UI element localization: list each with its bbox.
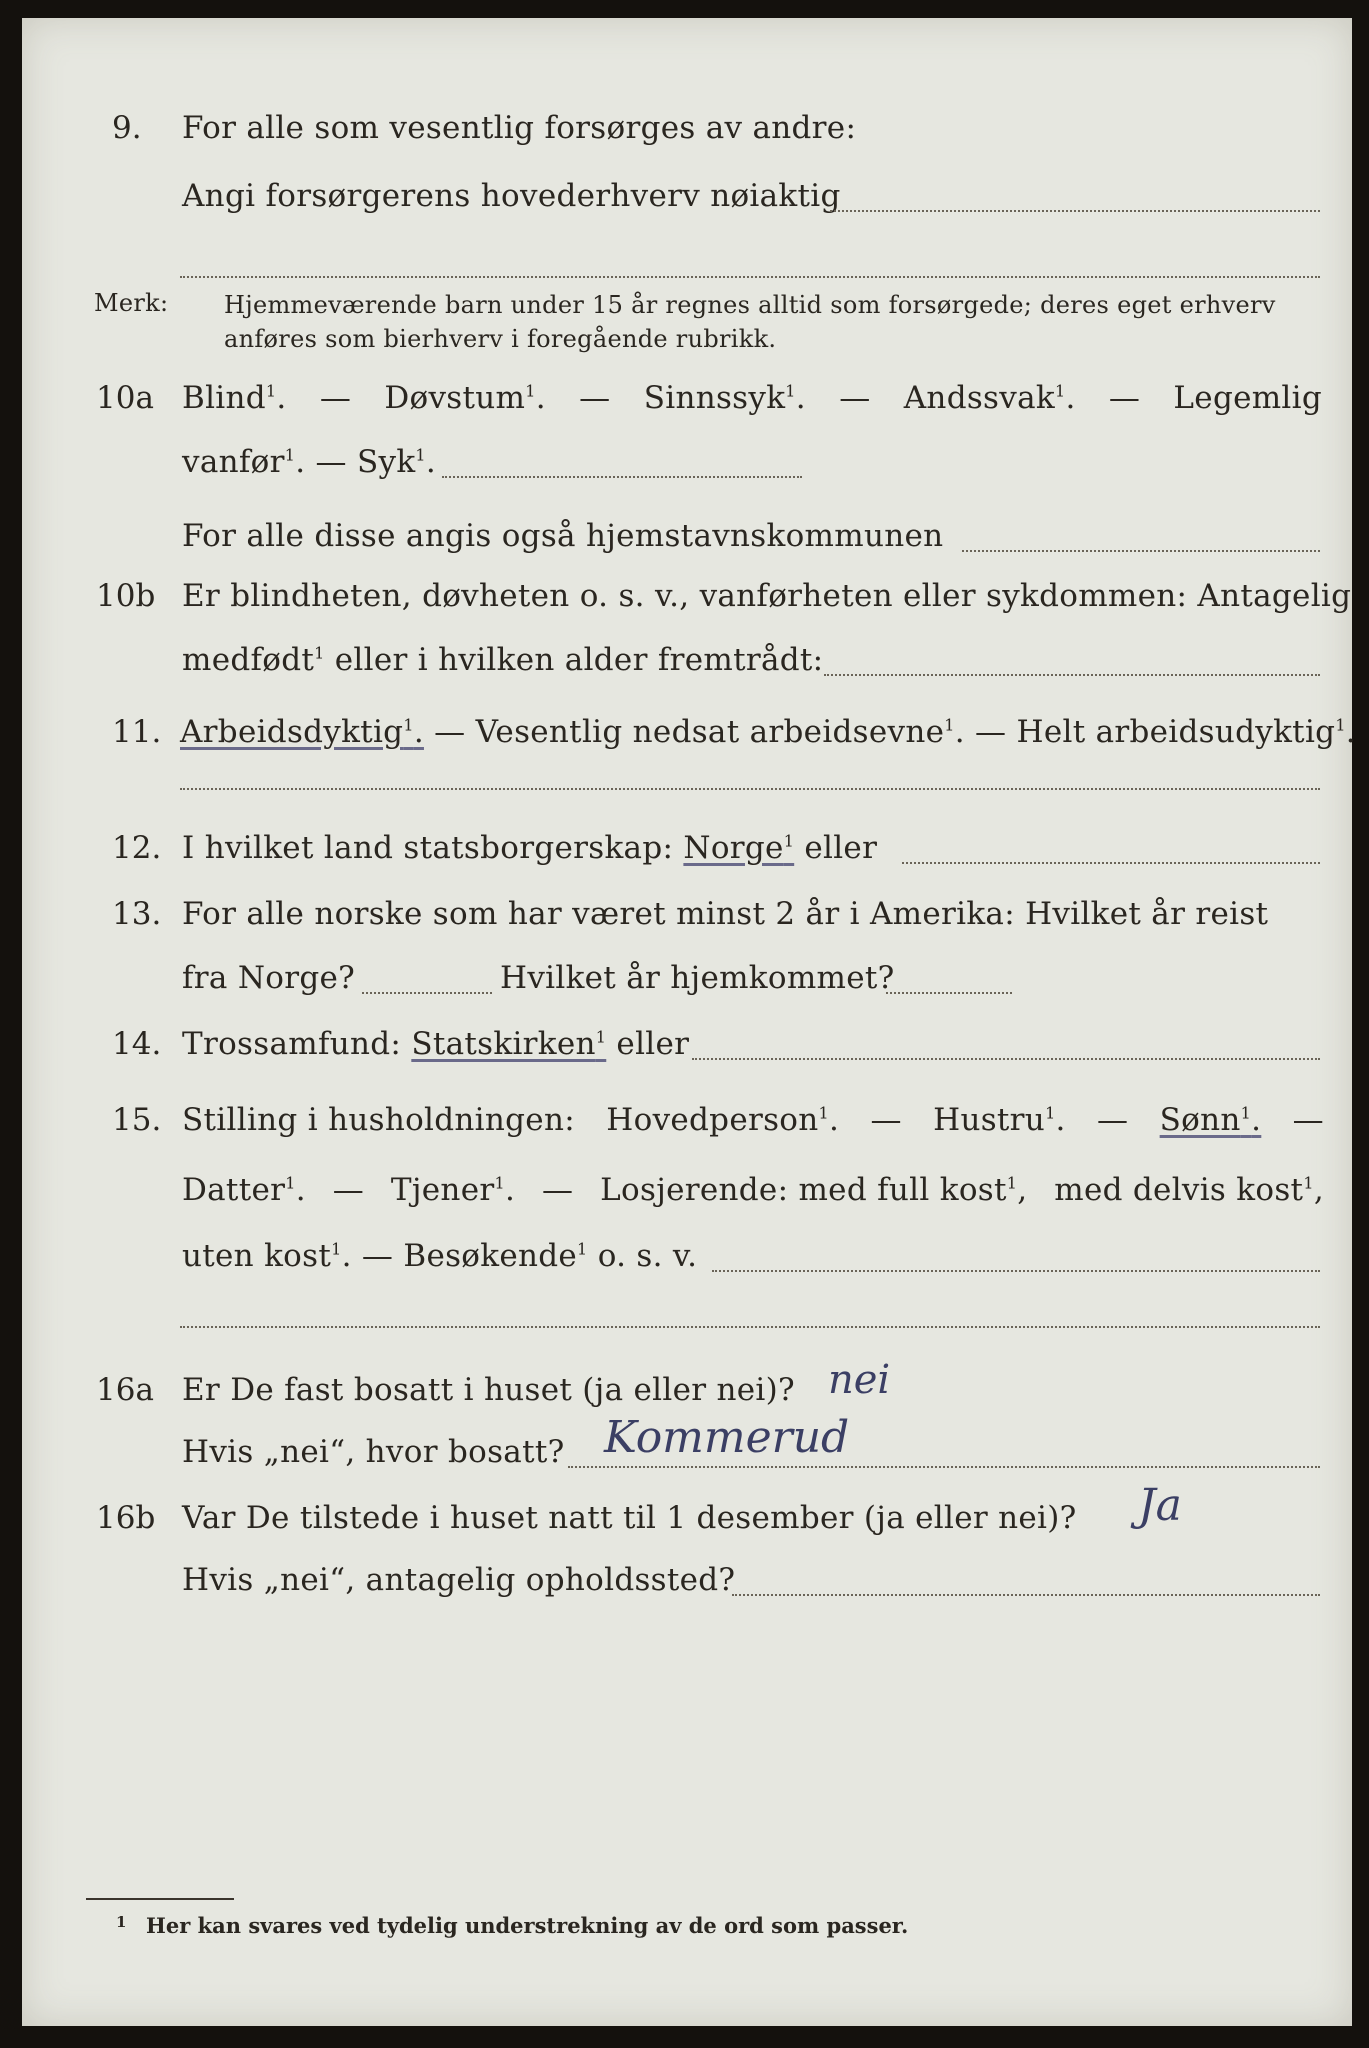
q9-answer-line [830,210,1320,212]
option-syk[interactable]: Syk$^1$. [356,444,437,480]
q9-answer-line-2 [180,276,1320,278]
merk-label: Merk: [94,289,169,317]
q11-answer-line [180,788,1320,790]
q16a-line1: Er De fast bosatt i huset (ja eller nei)? [182,1372,795,1408]
option-arbeidsudyktig[interactable]: Helt arbeidsudyktig$^1$. [1016,714,1356,750]
option-dovstum[interactable]: Døvstum$^1$. [384,380,546,416]
option-uten-kost[interactable]: uten kost$^1$. [182,1238,352,1274]
q15-answer-line-2 [180,1326,1320,1328]
q16a-number: 16a [96,1372,154,1408]
merk-line2: anføres som bierhverv i foregående rubrikk. [224,325,777,353]
option-besokende[interactable]: Besøkende$^1$ [403,1238,588,1274]
footnote-rule [86,1898,234,1900]
option-nedsat-arbeidsevne[interactable]: Vesentlig nedsat arbeidsevne$^1$. [475,714,965,750]
option-legemlig[interactable]: Legemlig [1173,380,1322,416]
q10b-number: 10b [96,578,156,614]
option-arbeidsdyktig[interactable]: Arbeidsdyktig$^1$. [180,714,424,750]
option-datter[interactable]: Datter$^1$. [182,1172,306,1208]
option-tjener[interactable]: Tjener$^1$. [390,1172,516,1208]
q14-line1: Trossamfund: Statskirken$^1$ eller [182,1026,690,1062]
q10b-answer-line [824,674,1320,676]
q16b-line2: Hvis „nei“, antagelig opholdssted? [182,1562,736,1598]
q10a-line1 [182,378,1322,418]
q9-number: 9. [112,110,142,146]
option-vanfor[interactable]: vanfør$^1$. [182,444,306,480]
q16a-answer-line [568,1466,1320,1468]
q15-line1: Stilling i husholdningen: Hovedperson$^1$. — Hustru$^1$. — Sønn$^1$. — [182,1102,1324,1138]
q12-number: 12. [112,830,162,866]
q13-line2b: Hvilket år hjemkommet? [500,960,895,996]
q9-line1: For alle som vesentlig forsørges av andre: [182,110,857,146]
option-andssvak[interactable]: Andssvak$^1$. [903,380,1076,416]
q10a-line2 [182,442,436,482]
q16b-answer-line [732,1594,1320,1596]
option-norge[interactable]: Norge$^1$ [683,830,795,866]
q13-hjemkommet-line [886,992,1012,994]
q14-number: 14. [112,1026,162,1062]
merk-line1: Hjemmeværende barn under 15 år regnes alltid som forsørgede; deres eget erhverv [224,291,1276,319]
dash: — [579,380,611,416]
dash: — [319,380,352,416]
option-hovedperson[interactable]: Hovedperson$^1$. [606,1102,840,1138]
q16b-line1: Var De tilstede i huset natt til 1 desember (ja eller nei)? [182,1500,1077,1536]
q16b-number: 16b [96,1500,156,1536]
q10a-line3: For alle disse angis også hjemstavnskommunen [182,518,944,554]
q10b-line2: medfødt$^1$ eller i hvilken alder fremtrådt: [182,642,824,678]
q10b-line1: Er blindheten, døvheten o. s. v., vanførheten eller sykdommen: Antagelig [182,578,1352,614]
option-sinnssyk[interactable]: Sinnssyk$^1$. [643,380,806,416]
q11-line1: Arbeidsdyktig$^1$. — Vesentlig nedsat arbeidsevne$^1$. — Helt arbeidsudyktig$^1$. [180,714,1356,750]
q11-number: 11. [112,714,162,750]
q12-answer-line [902,862,1320,864]
footnote-mark: 1 [116,1913,127,1931]
option-delvis-kost[interactable]: med delvis kost$^1$, [1054,1172,1324,1208]
dash: — [1108,380,1141,416]
option-sonn[interactable]: Sønn$^1$. [1159,1102,1262,1138]
option-blind[interactable]: Blind$^1$. [182,380,287,416]
q13-line1: For alle norske som har været minst 2 år i Amerika: Hvilket år reist [182,896,1269,932]
handwritten-answer-16b: Ja [1138,1480,1182,1531]
q14-answer-line [692,1058,1320,1060]
dash: — [839,380,871,416]
footnote-text: Her kan svares ved tydelig understrekning av de ord som passer. [146,1913,909,1938]
q13-line2a: fra Norge? [182,960,356,996]
q15-number: 15. [112,1102,162,1138]
handwritten-answer-16a: nei [828,1357,891,1403]
handwritten-bosatt: Kommerud [604,1412,850,1463]
q16a-line2: Hvis „nei“, hvor bosatt? [182,1434,565,1470]
option-losjerende-full-kost[interactable]: Losjerende: med full kost$^1$, [600,1172,1028,1208]
census-form-page [22,18,1356,2026]
q13-reist-line [362,992,492,994]
option-hustru[interactable]: Hustru$^1$. [933,1102,1066,1138]
q9-line2: Angi forsørgerens hovederhverv nøiaktig [182,178,841,214]
q10a-number: 10a [96,380,154,416]
q15-line2: Datter$^1$. — Tjener$^1$. — Losjerende: med full kost$^1$, med delvis kost$^1$, [182,1172,1324,1208]
q10a-syk-line [442,476,802,478]
q12-line1: I hvilket land statsborgerskap: Norge$^1$ eller [182,830,878,866]
q15-line3: uten kost$^1$. — Besøkende$^1$ o. s. v. [182,1238,698,1274]
q10a-answer-line [962,550,1320,552]
option-statskirken[interactable]: Statskirken$^1$ [411,1026,607,1062]
q13-number: 13. [112,896,162,932]
q15-answer-line [712,1270,1320,1272]
dash: — [315,444,347,480]
